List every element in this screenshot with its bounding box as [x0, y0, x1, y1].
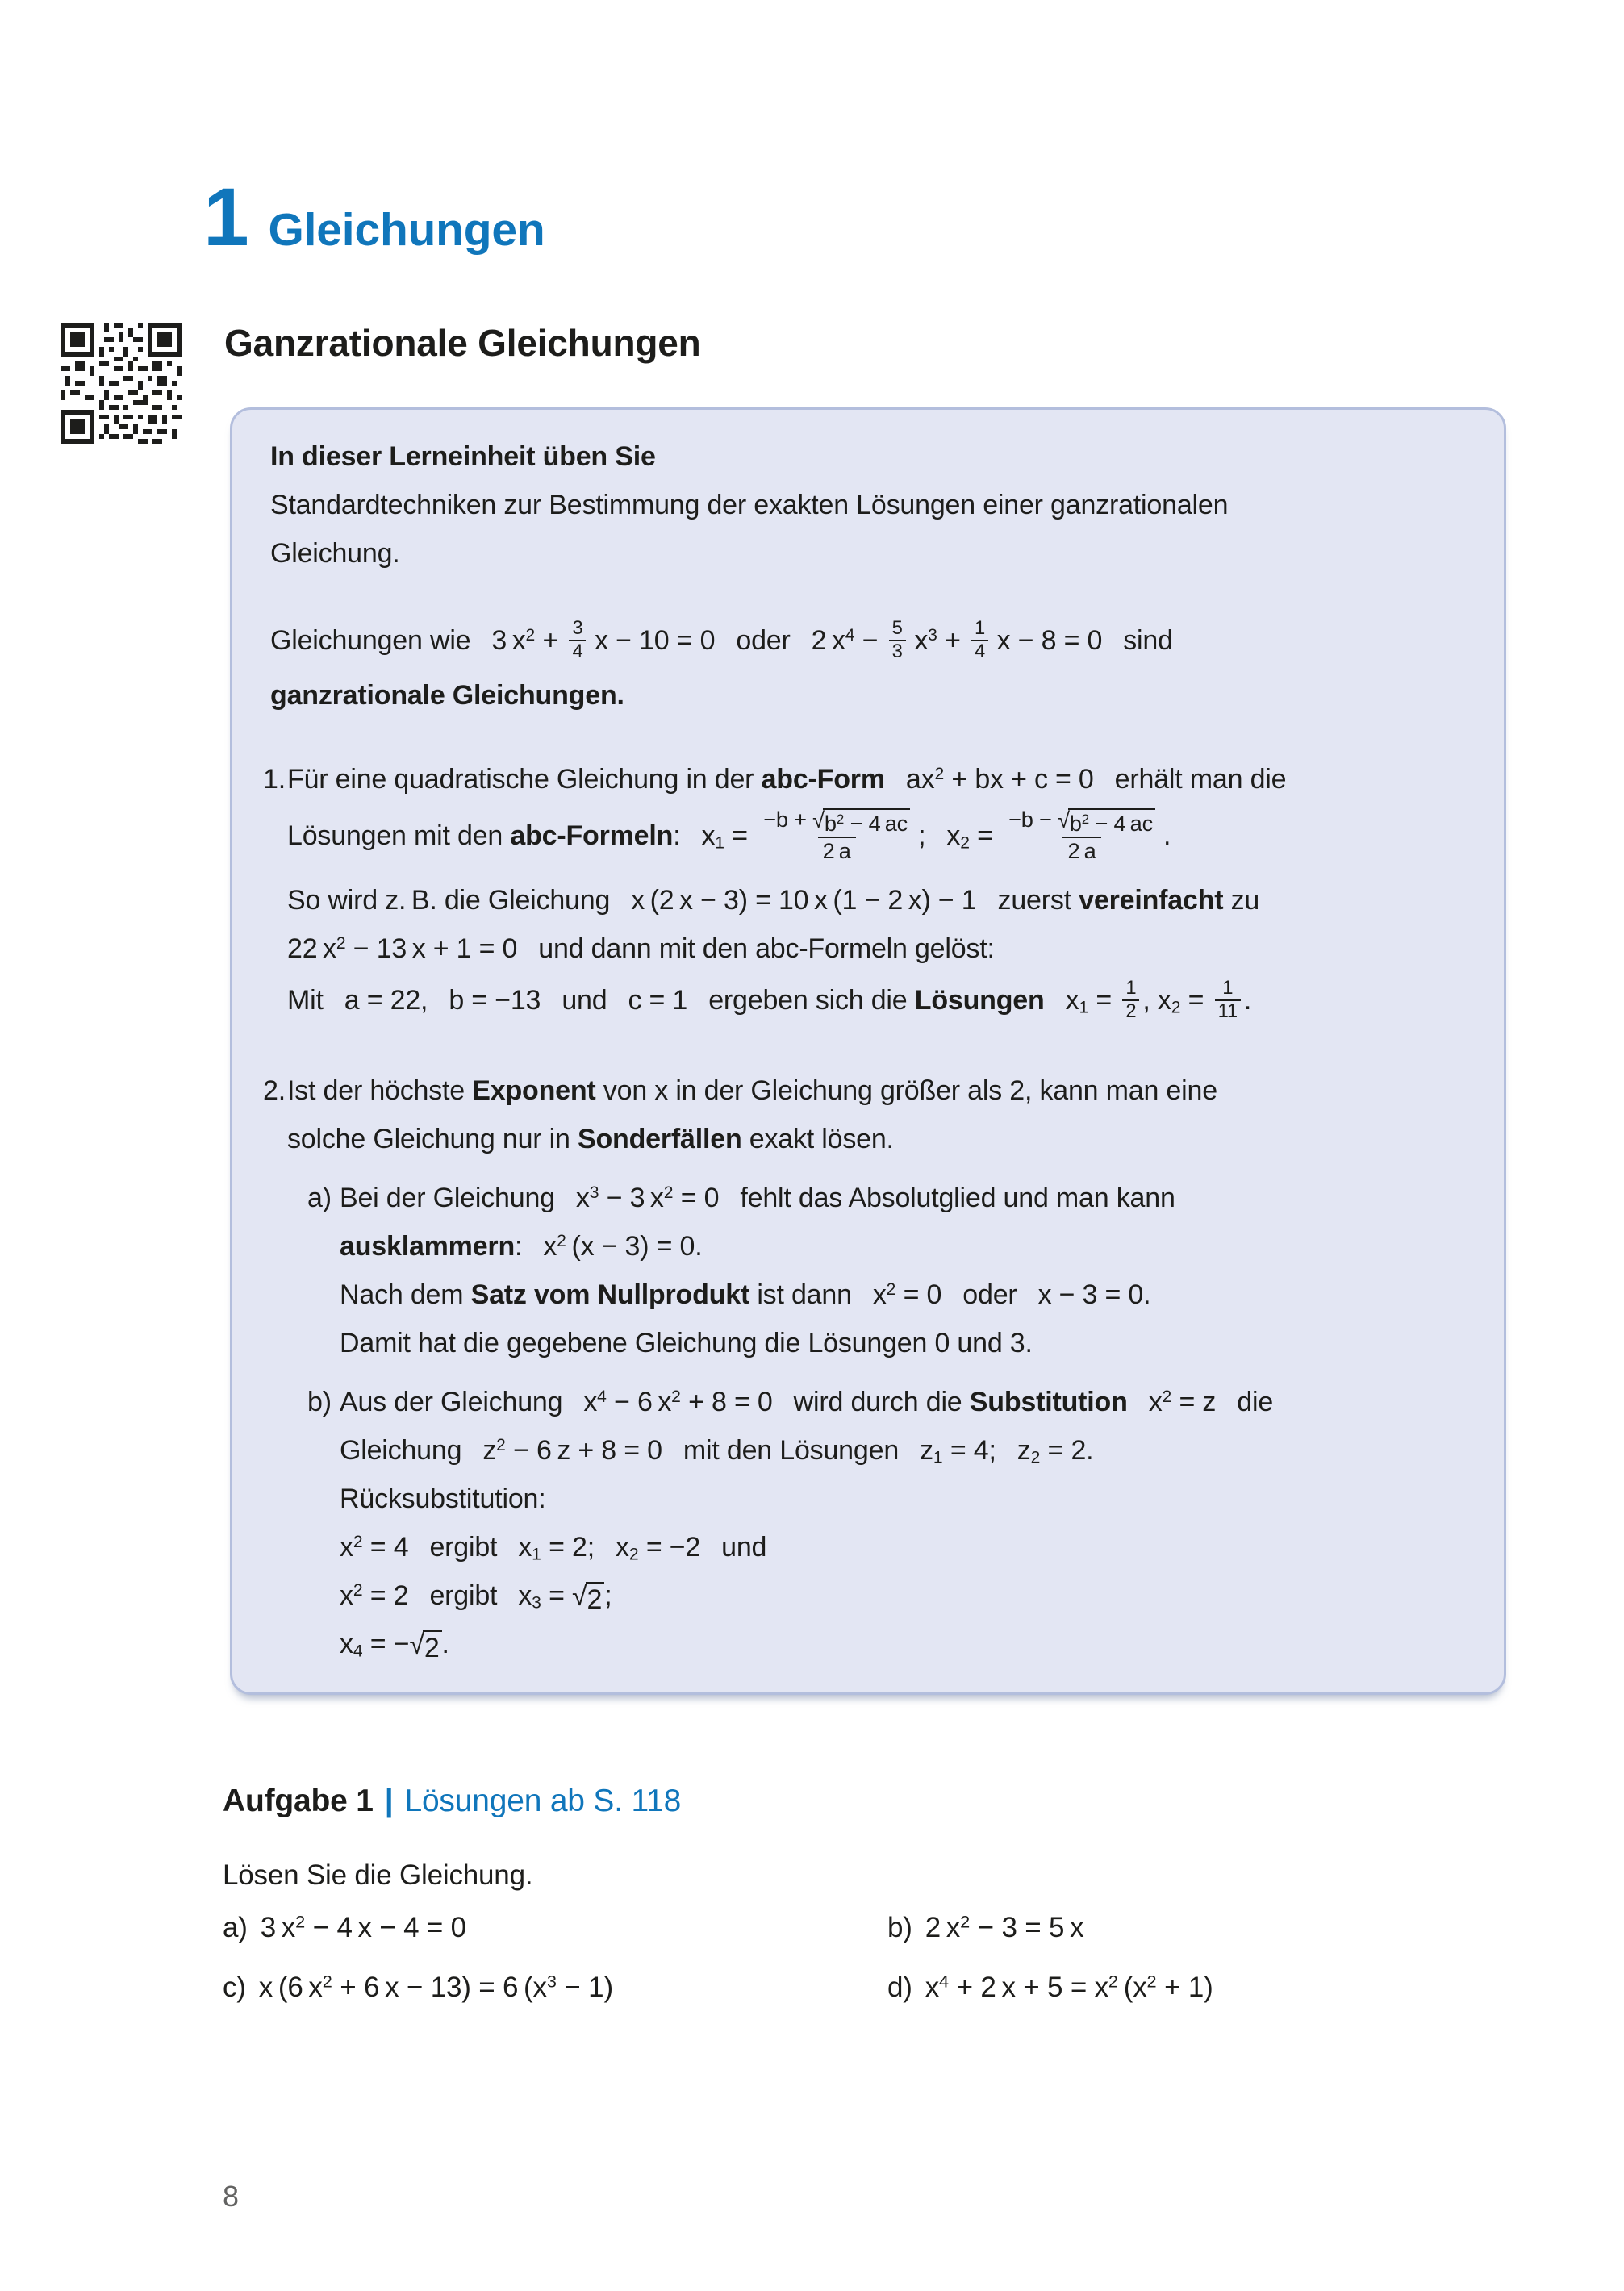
- numerator: 3: [572, 617, 583, 640]
- block-content: [270, 432, 1472, 578]
- exercise-equation: 3 $x^2 - 4$ x − 4 = 0: [260, 1911, 466, 1943]
- bold-text: ganzrationale Gleichungen.: [270, 680, 624, 711]
- superscript: 2: [934, 765, 945, 784]
- block-content: [287, 755, 1472, 1031]
- numerator: −b − √ $b^2 - 4$ ac: [1004, 807, 1160, 837]
- fraction: [1215, 978, 1241, 1022]
- exercise-label: b): [887, 1912, 912, 1943]
- subscript: 2: [1030, 1448, 1041, 1467]
- exercise-list: [223, 1909, 1481, 2007]
- superscript: 2: [295, 1911, 306, 1932]
- solutions-link[interactable]: Lösungen ab S. 118: [404, 1784, 682, 1818]
- bold-text: Substitution: [969, 1386, 1128, 1417]
- block-content: [270, 613, 1472, 720]
- subscript: 4: [353, 1642, 363, 1661]
- subscript: 1: [933, 1448, 943, 1467]
- qr-code-icon: [61, 323, 182, 444]
- exercise-item-c: [223, 1968, 887, 2007]
- chapter-title: Gleichungen: [268, 204, 545, 256]
- numerator: 1: [1125, 977, 1137, 999]
- superscript: 3: [546, 1971, 557, 1992]
- superscript: 2: [1081, 812, 1090, 828]
- exercise-item-d: [887, 1968, 1481, 2007]
- denominator: 2: [1122, 999, 1139, 1023]
- list-marker: 1.: [263, 764, 286, 795]
- radical-sign: √: [572, 1580, 587, 1612]
- text-line: Gleichungen wie 3 $x^2$ + $\frac{3}{4}$ x − 10 = 0 oder 2 $x^4$ − $\frac{5}{3}$ $x^3$ + $\frac{1}{4}$ x − 8 = 0 sind: [270, 617, 1173, 663]
- list-marker: 2.: [263, 1075, 286, 1106]
- bold-text: abc-Formeln: [510, 820, 674, 851]
- radicand: $b^2 - 4$ ac: [823, 808, 910, 836]
- task-instruction: Lösen Sie die Gleichung.: [223, 1859, 533, 1891]
- bold-text: abc-Form: [761, 764, 885, 795]
- numerator: 1: [975, 617, 986, 640]
- denominator: 2 a: [818, 837, 856, 864]
- superscript: 2: [353, 1580, 363, 1600]
- text-line: $x_4$ = − √ 2 .: [340, 1628, 449, 1663]
- superscript: 4: [597, 1387, 607, 1406]
- superscript: 2: [836, 812, 845, 828]
- fraction: [758, 807, 915, 865]
- bold-text: vereinfacht: [1079, 884, 1224, 916]
- text-line: Lösungen mit den abc-Formeln: $x_1$ = −b + √ $b^2 - 4$ ac 2 a ; $x_2$ = −b − √ $b^2 - 4$ ac 2 a .: [287, 807, 1171, 864]
- task-separator: |: [384, 1784, 394, 1818]
- text-line: ausklammern: $x^2$ (x − 3) = 0.: [340, 1230, 703, 1262]
- text-line: [270, 671, 1472, 720]
- radical-sign: √: [409, 1629, 424, 1660]
- text-line: So wird z. B. die Gleichung x (2 x − 3) = 10 x (1 − 2 x) − 1 zuerst vereinfacht zu: [287, 884, 1260, 916]
- task-header: [223, 1783, 681, 1821]
- bold-text: Lösungen: [914, 984, 1045, 1016]
- text-line: Gleichung.: [270, 538, 400, 569]
- text-line: Rücksubstitution:: [340, 1483, 546, 1514]
- task-label: Aufgabe 1: [223, 1784, 374, 1818]
- subscript: 1: [532, 1545, 541, 1564]
- subscript: 1: [1079, 998, 1089, 1017]
- subscript: 2: [628, 1545, 639, 1564]
- fraction: [1004, 807, 1160, 865]
- exercise-label: c): [223, 1972, 246, 2003]
- exercise-label: a): [223, 1912, 248, 1943]
- text-line: Nach dem Satz vom Nullprodukt ist dann $x^2 = 0$ oder x − 3 = 0.: [340, 1279, 1151, 1310]
- superscript: 3: [589, 1183, 599, 1202]
- superscript: 2: [322, 1971, 332, 1992]
- radicand: $b^2 - 4$ ac: [1068, 808, 1155, 836]
- superscript: 2: [671, 1387, 681, 1406]
- denominator: 4: [569, 640, 586, 663]
- text-line: Ist der höchste Exponent von x in der Gleichung größer als 2, kann man eine: [287, 1075, 1217, 1106]
- infobox-block: [307, 1378, 1472, 1668]
- exercise-equation: $x^4 + 2$ $x + 5 = x^2$ $(x^2 + 1)$: [925, 1971, 1213, 2003]
- list-marker: b): [307, 1386, 332, 1417]
- superscript: 4: [939, 1971, 950, 1992]
- radical-sign: √: [1058, 807, 1070, 833]
- text-line: Gleichung $z^2 - 6$ z + 8 = 0 mit den Lösungen $z_1 = 4$; $z_2 = 2$.: [340, 1434, 1094, 1467]
- numerator: −b + √ $b^2 - 4$ ac: [758, 807, 915, 837]
- text-line: Mit a = 22, b = −13 und c = 1 ergeben sich die Lösungen $x_1$ = $\frac{1}{2}$ , $x_2$ = $\frac{1}{11}$ .: [287, 977, 1252, 1022]
- square-root: [409, 1630, 441, 1664]
- list-marker: a): [307, 1182, 332, 1213]
- fraction: [569, 618, 586, 662]
- text-line: Aus der Gleichung $x^4 - 6$ $x^2 + 8 = 0$ wird durch die Substitution $x^2 = z$ die: [340, 1386, 1274, 1417]
- text-line: Für eine quadratische Gleichung in der abc-Form $ax^2$ + bx + c = 0 erhält man die: [287, 764, 1287, 795]
- exercise-equation: x (6 $x^2 + 6$ x − 13) = 6 $(x^3 - 1)$: [258, 1971, 613, 2003]
- denominator: 11: [1215, 999, 1241, 1023]
- denominator: 2 a: [1062, 837, 1100, 864]
- text-line: $x^2 = 2$ ergibt $x_3$ = √ 2 ;: [340, 1579, 612, 1615]
- superscript: 2: [1146, 1971, 1157, 1992]
- text-line: Standardtechniken zur Bestimmung der exakten Lösungen einer ganzrationalen: [270, 490, 1229, 520]
- infobox-block: [270, 432, 1472, 578]
- bold-text: Exponent: [472, 1075, 596, 1106]
- exercise-label: d): [887, 1972, 912, 2003]
- text-line: solche Gleichung nur in Sonderfällen exakt lösen.: [287, 1123, 894, 1154]
- infobox-block: [263, 755, 1472, 1031]
- denominator: 3: [889, 640, 906, 663]
- superscript: 2: [886, 1279, 896, 1299]
- square-root: [572, 1582, 604, 1616]
- chapter-number: 1: [203, 171, 249, 263]
- square-root: [812, 808, 910, 836]
- denominator: 4: [971, 640, 988, 663]
- square-root: [1058, 808, 1155, 836]
- superscript: 2: [353, 1532, 363, 1551]
- superscript: 2: [663, 1183, 674, 1202]
- superscript: 2: [1162, 1387, 1172, 1406]
- infobox-block: [307, 1174, 1472, 1367]
- bold-text: Sonderfällen: [577, 1123, 742, 1154]
- superscript: 4: [845, 626, 855, 645]
- superscript: 2: [960, 1911, 971, 1932]
- info-box: [230, 407, 1506, 1695]
- exercise-item-b: [887, 1909, 1481, 1947]
- subscript: 1: [715, 833, 725, 853]
- exercise-equation: 2 $x^2 - 3 = 5$ x: [925, 1911, 1084, 1943]
- section-title: Ganzrationale Gleichungen: [224, 322, 701, 364]
- infobox-block: [263, 1066, 1472, 1163]
- fraction: [971, 618, 988, 662]
- text-line: [270, 432, 1472, 481]
- superscript: 2: [336, 933, 346, 953]
- superscript: 2: [557, 1231, 566, 1250]
- text-line: Bei der Gleichung $x^3 - 3$ $x^2 = 0$ fehlt das Absolutglied und man kann: [340, 1182, 1175, 1213]
- numerator: 1: [1222, 977, 1234, 999]
- subscript: 3: [532, 1593, 541, 1613]
- block-content: [287, 1066, 1472, 1163]
- bold-text: In dieser Lerneinheit üben Sie: [270, 441, 656, 472]
- superscript: 2: [496, 1435, 506, 1454]
- text-line: Damit hat die gegebene Gleichung die Lösungen 0 und 3.: [340, 1327, 1033, 1358]
- superscript: 2: [525, 626, 536, 645]
- page-number: 8: [223, 2180, 239, 2213]
- infobox-content: [263, 432, 1472, 1668]
- block-content: [340, 1174, 1472, 1367]
- fraction: [1122, 978, 1139, 1022]
- fraction: [889, 618, 906, 662]
- bold-text: Satz vom Nullprodukt: [470, 1279, 750, 1310]
- subscript: 2: [960, 833, 970, 853]
- radical-sign: √: [812, 807, 825, 833]
- radicand: 2: [586, 1582, 605, 1616]
- subscript: 2: [1171, 998, 1181, 1017]
- superscript: 3: [928, 626, 937, 645]
- exercise-item-a: [223, 1909, 887, 1947]
- radicand: 2: [423, 1630, 442, 1664]
- text-line: $x^2 = 4$ ergibt $x_1 = 2$; $x_2 = -2$ und: [340, 1531, 767, 1564]
- block-content: [340, 1378, 1472, 1668]
- numerator: 5: [891, 617, 903, 640]
- text-line: 22 $x^2 - 13$ x + 1 = 0 und dann mit den abc-Formeln gelöst:: [287, 933, 995, 964]
- superscript: 2: [1108, 1971, 1118, 1992]
- chapter-heading: [203, 171, 545, 263]
- bold-text: ausklammern: [340, 1230, 516, 1262]
- infobox-block: [270, 613, 1472, 720]
